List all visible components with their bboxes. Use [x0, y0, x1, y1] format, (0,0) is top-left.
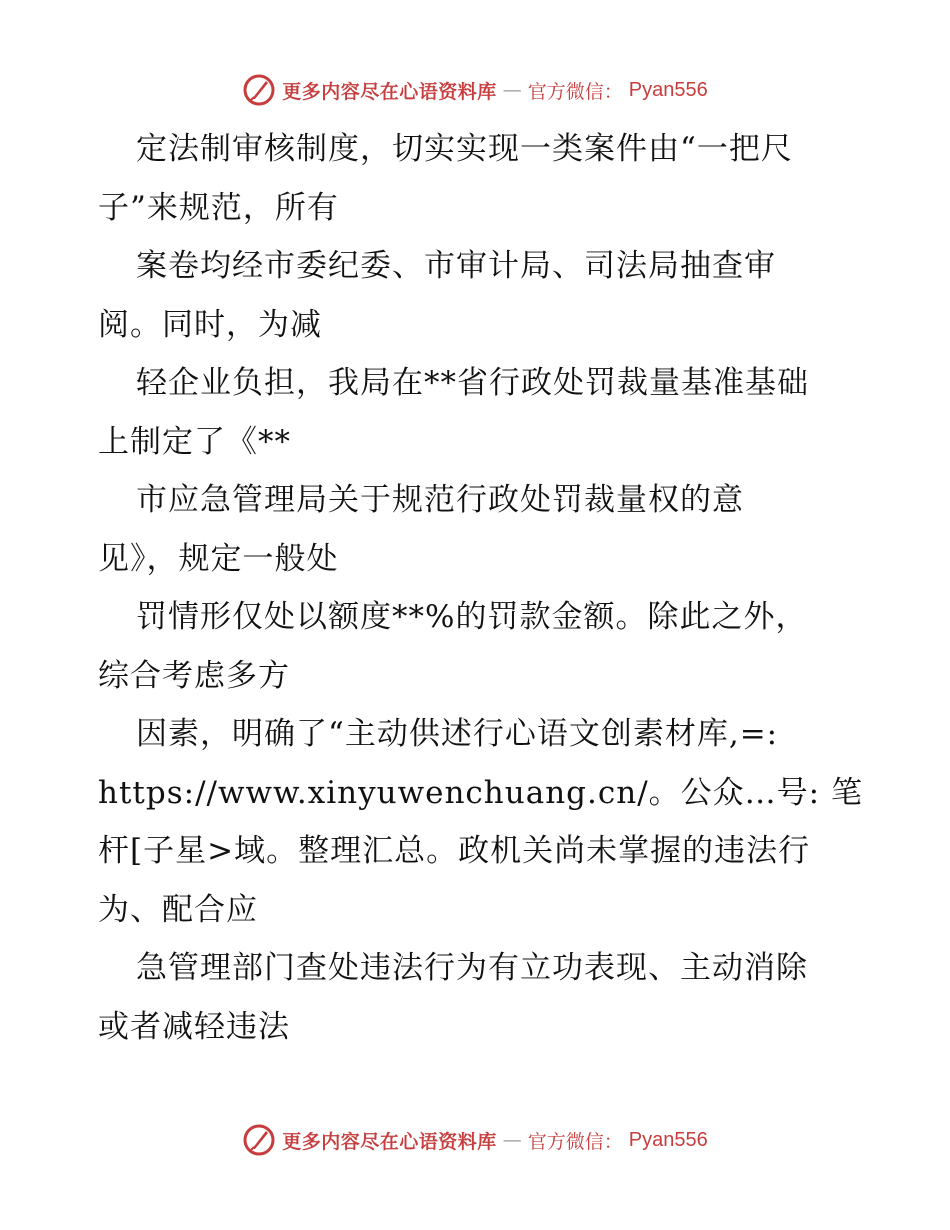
banner-dash: — [502, 1129, 522, 1151]
body-line: 杆[子星>域。整理汇总。政机关尚未掌握的违法行 [98, 833, 811, 869]
body-line: 定法制审核制度，切实实现一类案件由“一把尺 [136, 131, 793, 167]
body-line: 见》，规定一般处 [98, 540, 339, 577]
banner-wechat-id: Pyan556 [628, 1128, 708, 1151]
body-line: 案卷均经市委纪委、市审计局、司法局抽查审 [136, 248, 776, 284]
body-line: https://www.xinyuwenchuang.cn/。公众…号: 笔 [98, 774, 863, 811]
banner-promo-text: 更多内容尽在心语资料库 [282, 80, 497, 103]
body-line: 因素，明确了“主动供述行心语文创素材库,=: [136, 716, 779, 752]
body-line: 轻企业负担，我局在**省行政处罚裁量基准基础 [136, 365, 809, 401]
body-line: 急管理部门查处违法行为有立功表现、主动消除 [136, 950, 808, 986]
feather-logo-icon [242, 73, 276, 107]
body-line: 阅。同时，为减 [98, 306, 322, 343]
body-line: 上制定了《** [98, 423, 291, 460]
footer-banner [0, 1120, 950, 1160]
feather-logo-icon [242, 1123, 276, 1157]
body-line: 综合考虑多方 [98, 657, 290, 694]
document-body [98, 120, 863, 1056]
banner-dash: — [502, 79, 522, 101]
header-banner [0, 70, 950, 110]
banner-promo-text: 更多内容尽在心语资料库 [282, 1130, 497, 1153]
banner-wechat-id: Pyan556 [628, 78, 708, 101]
body-line: 子”来规范，所有 [98, 189, 339, 226]
banner-wechat-label: 官方微信： [527, 1130, 623, 1153]
banner-wechat-label: 官方微信： [527, 80, 623, 103]
body-line: 市应急管理局关于规范行政处罚裁量权的意 [136, 482, 744, 518]
body-line: 为、配合应 [98, 891, 258, 928]
body-line: 或者减轻违法 [98, 1008, 290, 1045]
body-line: 罚情形仅处以额度**%的罚款金额。除此之外， [136, 599, 808, 635]
